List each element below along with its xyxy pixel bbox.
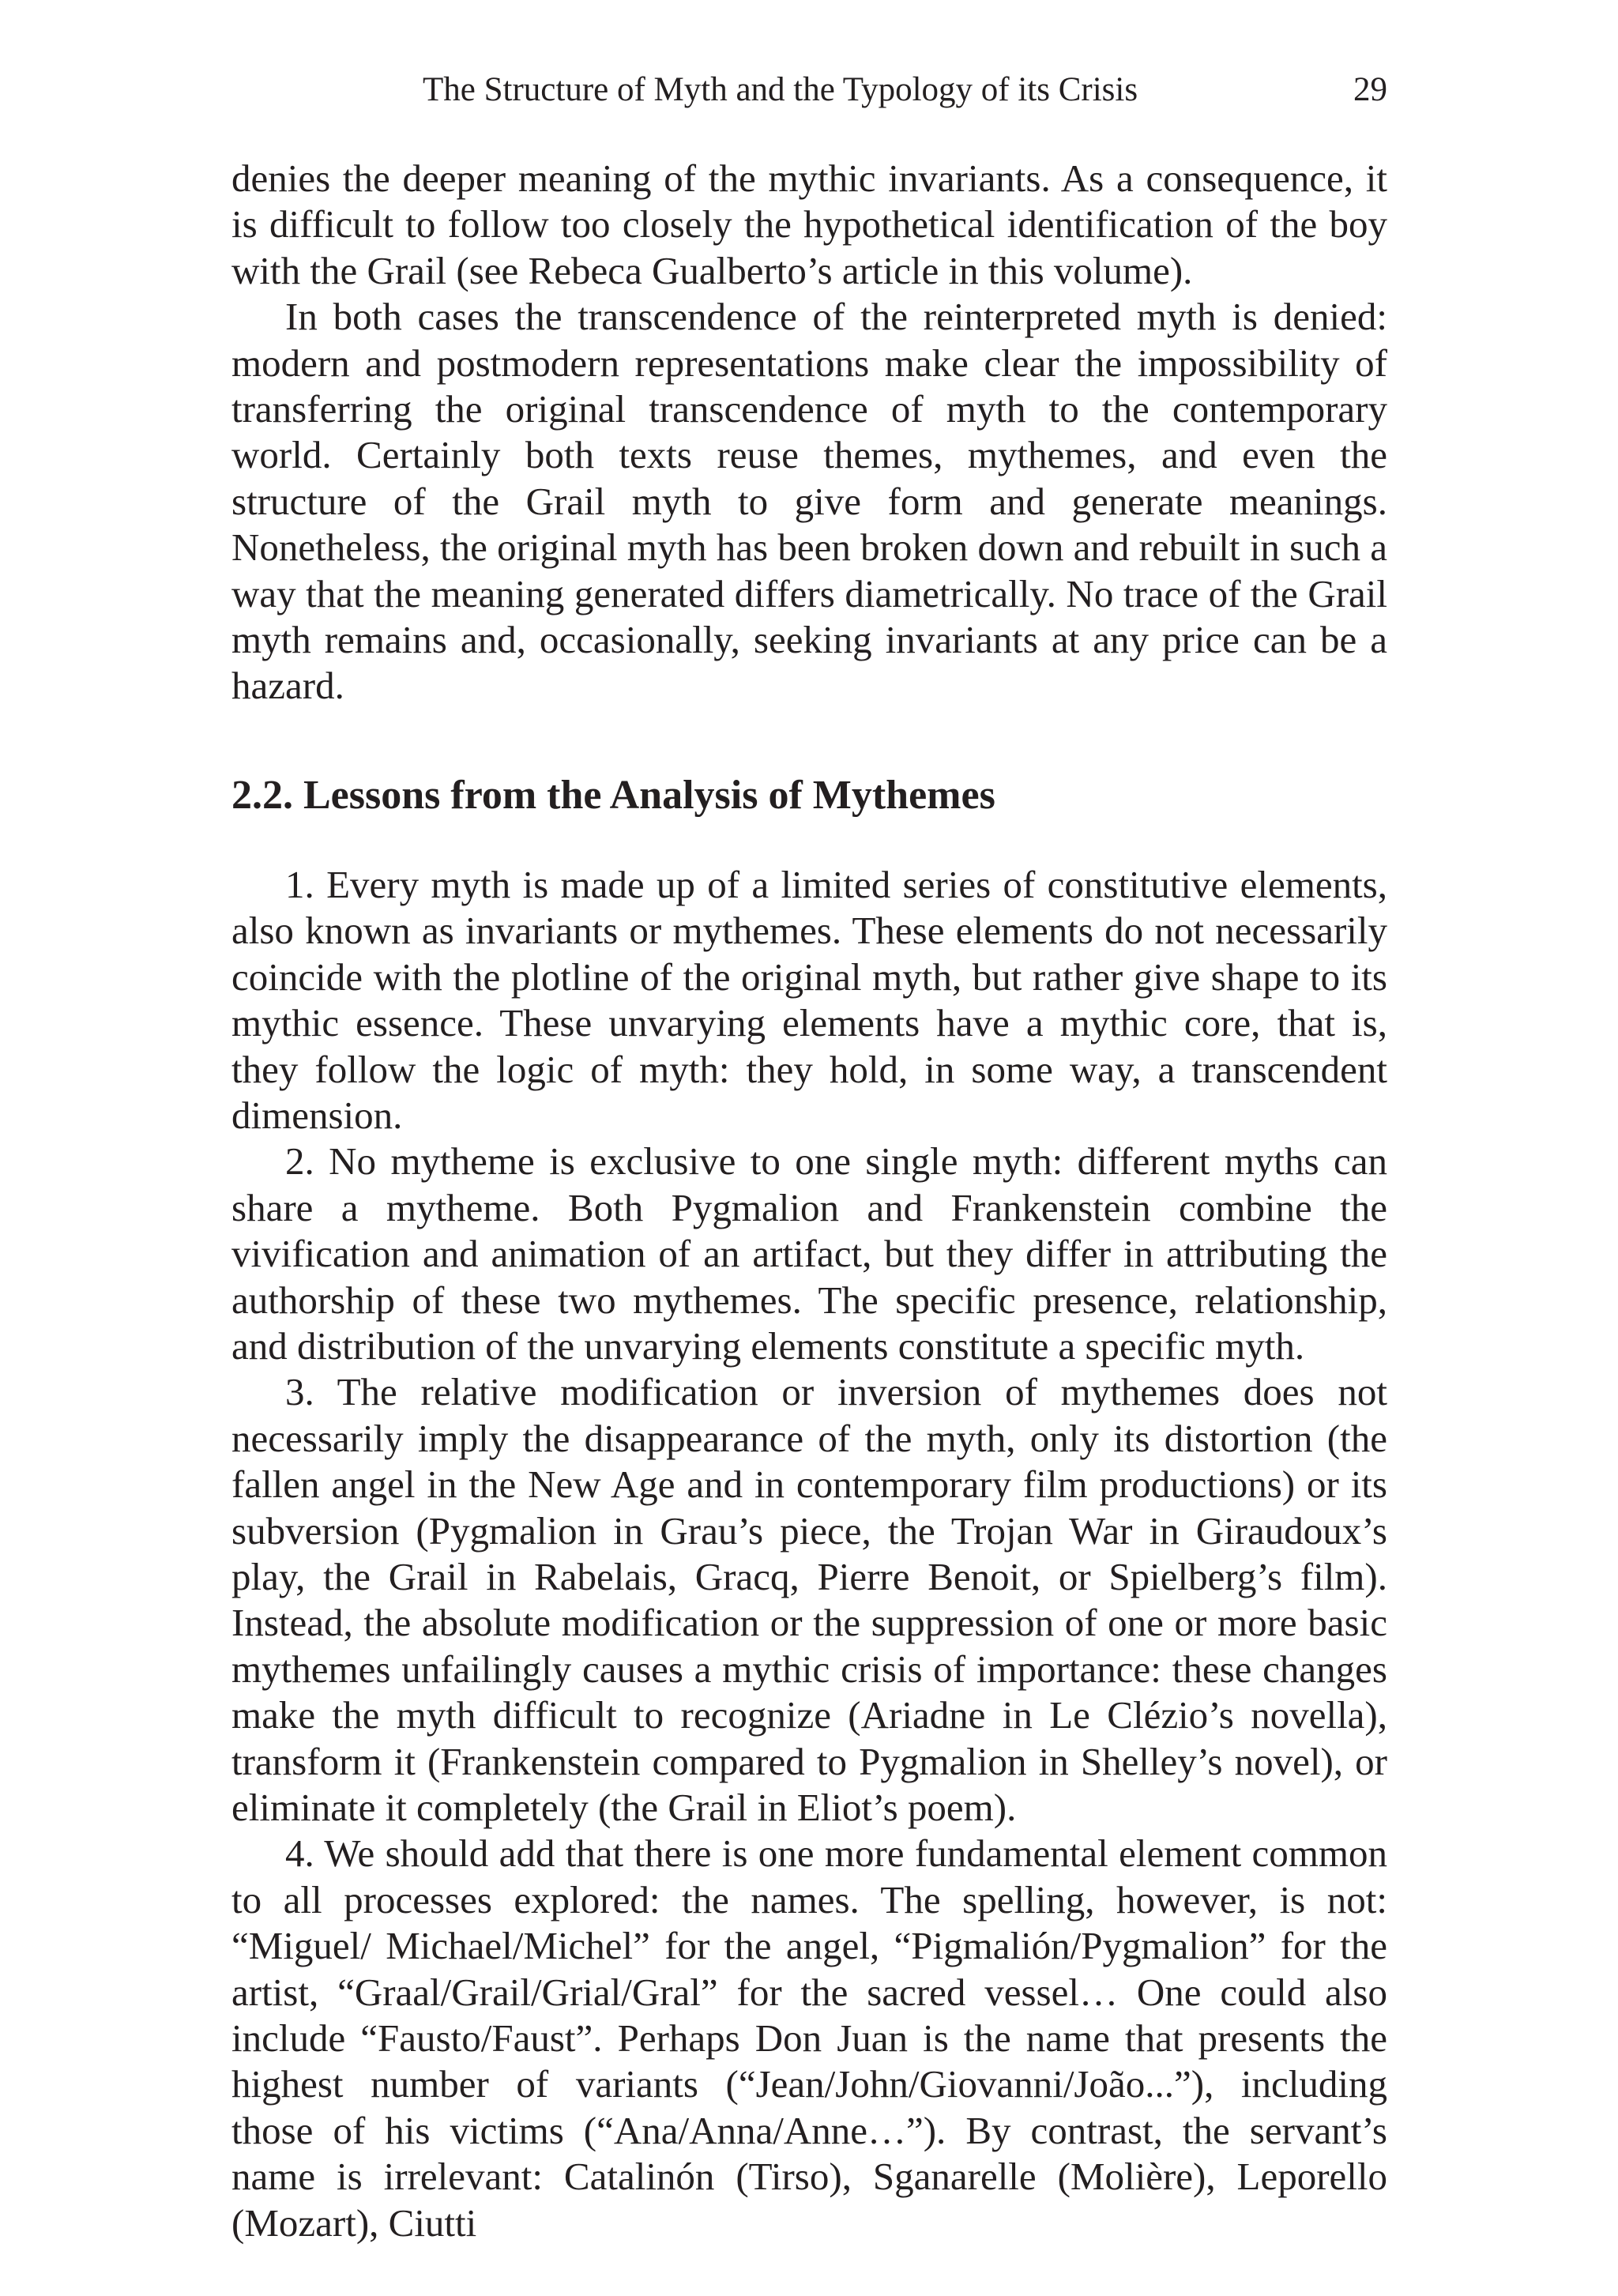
paragraph: In both cases the transcendence of the reinterpreted myth is denied: modern and postmodern representations make clear the impossibility of transferring the original transcendence of myth to the contemporary world. Certainly both texts reuse themes, mythemes, and even the structure of the Grail myth to give form and generate meanings. Nonetheless, the original myth has been broken down and rebuilt in such a way that the meaning generated differs diametrically. No trace of the Grail myth remains and, occasionally, seeking invariants at any price can be a hazard. (231, 295, 1387, 708)
running-title: The Structure of Myth and the Typology of its Crisis (423, 71, 1138, 108)
page-number: 29 (1353, 71, 1387, 108)
body-text (231, 156, 1387, 2246)
paragraph: denies the deeper meaning of the mythic invariants. As a consequence, it is difficult to follow too closely the hypothetical identification of the boy with the Grail (see Rebeca Gualberto’s article in this volume). (231, 156, 1387, 292)
section-heading: 2.2. Lessons from the Analysis of Mythemes (231, 772, 995, 818)
numbered-paragraph-3: 3. The relative modification or inversion of mythemes does not necessarily imply the disappearance of the myth, only its distortion (the fallen angel in the New Age and in contemporary film productions) or its subversion (Pygmalion in Grau’s piece, the Trojan War in Giraudoux’s play, the Grail in Rabelais, Gracq, Pierre Benoit, or Spielberg’s film). Instead, the absolute modification or the suppression of one or more basic mythemes unfailingly causes a mythic crisis of importance: these changes make the myth difficult to recognize (Ariadne in Le Clézio’s novella), transform it (Frankenstein compared to Pygmalion in Shelley’s novel), or eliminate it completely (the Grail in Eliot’s poem). (231, 1370, 1387, 1829)
running-head (231, 66, 1387, 114)
numbered-paragraph-4: 4. We should add that there is one more fundamental element common to all processes explored: the names. The spelling, however, is not: “Miguel/ Michael/Michel” for the angel, “Pigmalión/Pygmalion” for the artist, “Graal/Grail/Grial/Gral” for the sacred vessel… One could also include “Fausto/Faust”. Perhaps Don Juan is the name that presents the highest number of variants (“Jean/John/Giovanni/João...”), including those of his victims (“Ana/Anna/Anne…”). By contrast, the servant’s name is irrelevant: Catalinón (Tirso), Sganarelle (Molière), Leporello (Mozart), Ciutti (231, 1831, 1387, 2245)
numbered-paragraph-1: 1. Every myth is made up of a limited series of constitutive elements, also known as invariants or mythemes. These elements do not necessarily coincide with the plotline of the original myth, but rather give shape to its mythic essence. These unvarying elements have a mythic core, that is, they follow the logic of myth: they hold, in some way, a transcendent dimension. (231, 862, 1387, 1137)
numbered-paragraph-2: 2. No mytheme is exclusive to one single myth: different myths can share a mytheme. Both Pygmalion and Frankenstein combine the vivification and animation of an artifact, but they differ in attributing the authorship of these two mythemes. The specific presence, relationship, and distribution of the unvarying elements constitute a specific myth. (231, 1139, 1387, 1368)
